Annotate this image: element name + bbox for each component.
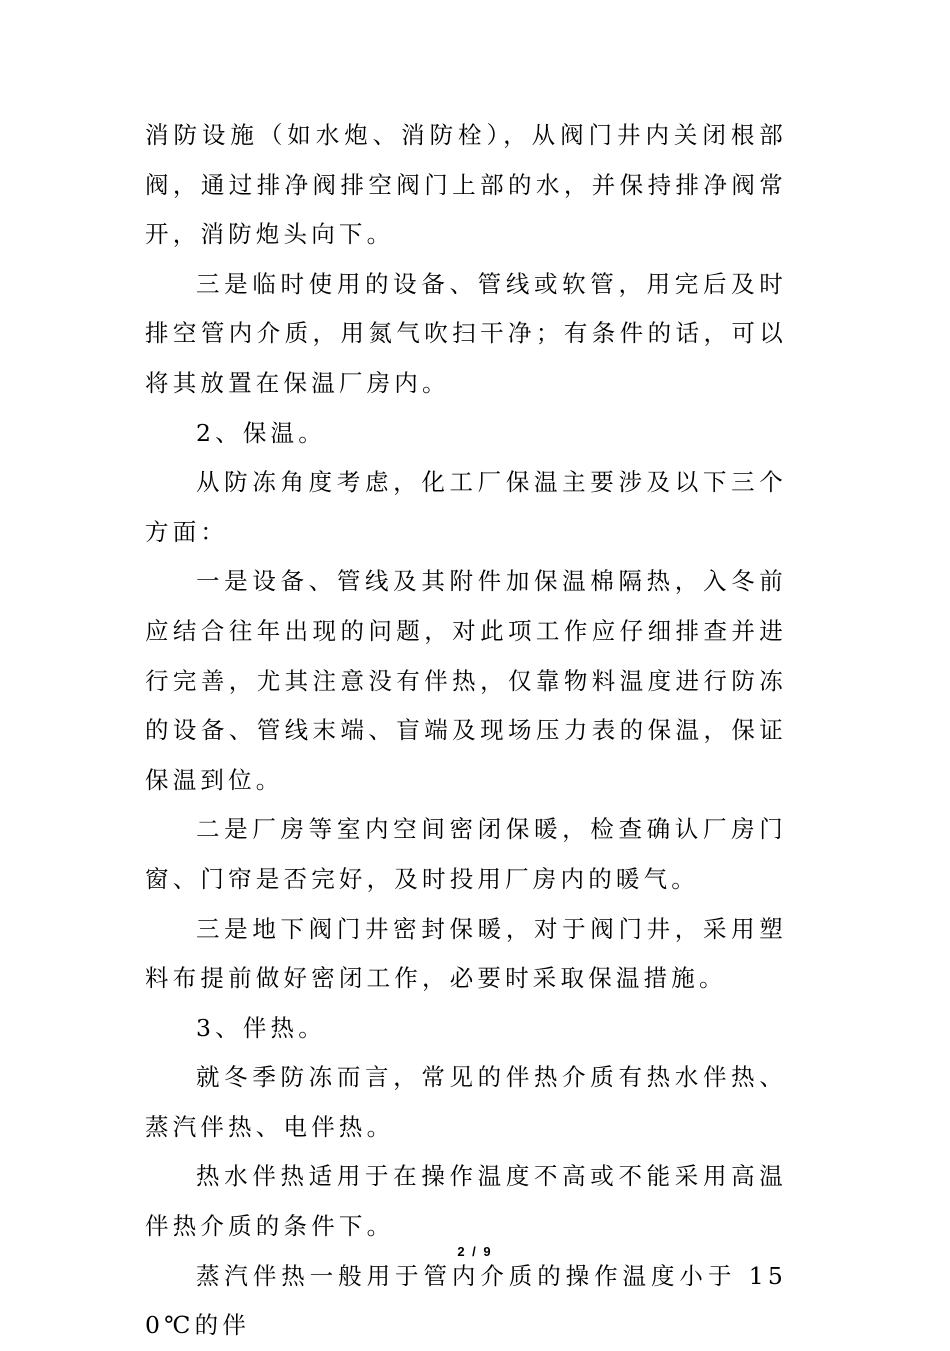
paragraph-8: 热水伴热适用于在操作温度不高或不能采用高温伴热介质的条件下。 <box>145 1162 787 1241</box>
section-heading-2: 2、保温。 <box>196 418 326 447</box>
section-heading-3: 3、伴热。 <box>196 1013 326 1042</box>
document-body <box>145 111 787 1351</box>
paragraph-7: 就冬季防冻而言，常见的伴热介质有热水伴热、蒸汽伴热、电伴热。 <box>145 1063 787 1141</box>
paragraph-5: 二是厂房等室内空间密闭保暖，检查确认厂房门窗、门帘是否完好，及时投用厂房内的暖气。 <box>145 815 787 893</box>
paragraph-4: 一是设备、管线及其附件加保温棉隔热，入冬前应结合往年出现的问题，对此项工作应仔细排查并进行完善，尤其注意没有伴热，仅靠物料温度进行防冻的设备、管线末端、盲端及现场压力表的保温，保证保温到位。 <box>145 567 787 794</box>
paragraph-3: 从防冻角度考虑，化工厂保温主要涉及以下三个方面： <box>145 468 787 546</box>
page-indicator: 2 / 9 <box>457 1244 493 1259</box>
paragraph-9: 蒸汽伴热一般用于管内介质的操作温度小于 150℃的伴 <box>145 1261 787 1340</box>
paragraph-2: 三是临时使用的设备、管线或软管，用完后及时排空管内介质，用氮气吹扫干净；有条件的话，可以将其放置在保温厂房内。 <box>145 269 787 397</box>
paragraph-6: 三是地下阀门井密封保暖，对于阀门井，采用塑料布提前做好密闭工作，必要时采取保温措施。 <box>145 914 787 993</box>
paragraph-1: 消防设施（如水炮、消防栓），从阀门井内关闭根部阀，通过排净阀排空阀门上部的水，并保持排净阀常开，消防炮头向下。 <box>145 121 787 249</box>
